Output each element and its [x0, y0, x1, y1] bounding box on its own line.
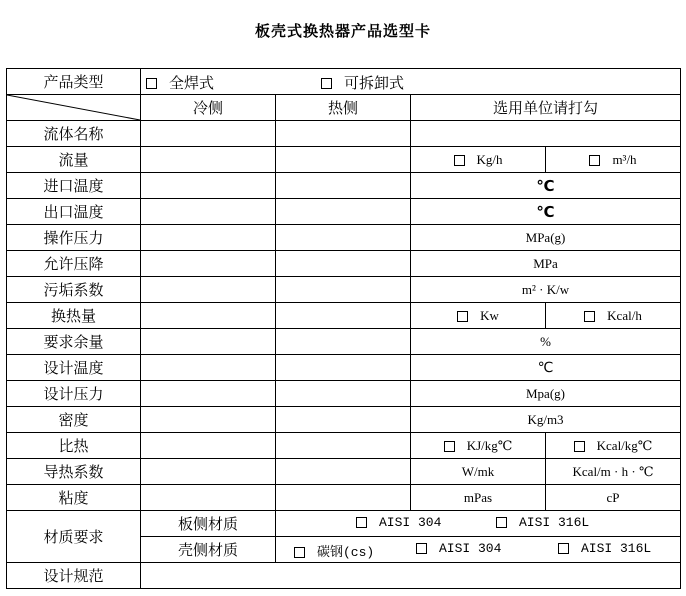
unit-cell: ℃	[411, 355, 681, 381]
hot-side-input[interactable]	[276, 199, 411, 225]
table-row	[7, 277, 681, 303]
checkbox-icon[interactable]	[574, 441, 585, 452]
material-row-plate	[7, 511, 681, 537]
table-row	[7, 303, 681, 329]
hot-side-header: 热侧	[276, 95, 411, 121]
hot-side-input[interactable]	[276, 433, 411, 459]
row-label: 流量	[7, 147, 141, 173]
unit-hint-header: 选用单位请打勾	[411, 95, 681, 121]
hot-side-input[interactable]	[276, 225, 411, 251]
cold-side-input[interactable]	[141, 459, 276, 485]
row-label: 流体名称	[7, 121, 141, 147]
shell-option-aisi316l[interactable]: AISI 316L	[558, 541, 651, 556]
row-label: 设计温度	[7, 355, 141, 381]
checkbox-icon[interactable]	[454, 155, 465, 166]
unit-option-a[interactable]: Kw	[411, 303, 546, 329]
row-label: 要求余量	[7, 329, 141, 355]
shell-side-label: 壳侧材质	[141, 537, 276, 563]
checkbox-icon[interactable]	[444, 441, 455, 452]
checkbox-icon[interactable]	[558, 543, 569, 554]
table-row	[7, 173, 681, 199]
plate-option-aisi304[interactable]: AISI 304	[356, 515, 441, 530]
hot-side-input[interactable]	[276, 355, 411, 381]
material-label: 材质要求	[7, 511, 141, 563]
plate-side-options	[276, 511, 681, 537]
unit-option-a[interactable]: KJ/kg℃	[411, 433, 546, 459]
row-label: 操作压力	[7, 225, 141, 251]
cold-side-input[interactable]	[141, 199, 276, 225]
checkbox-icon[interactable]	[589, 155, 600, 166]
hot-side-input[interactable]	[276, 251, 411, 277]
unit-option-b[interactable]: m³/h	[546, 147, 681, 173]
checkbox-icon[interactable]	[457, 311, 468, 322]
table-row	[7, 225, 681, 251]
unit-option-b: Kcal/m · h · ℃	[546, 459, 681, 485]
hot-side-input[interactable]	[276, 329, 411, 355]
unit-option-a[interactable]: Kg/h	[411, 147, 546, 173]
row-label: 导热系数	[7, 459, 141, 485]
checkbox-icon[interactable]	[496, 517, 507, 528]
table-row	[7, 381, 681, 407]
hot-side-input[interactable]	[276, 485, 411, 511]
cold-side-input[interactable]	[141, 329, 276, 355]
row-label: 出口温度	[7, 199, 141, 225]
header-row	[7, 95, 681, 121]
table-row	[7, 147, 681, 173]
unit-cell: ℃	[411, 173, 681, 199]
shell-option-carbon-steel[interactable]: 碳钢(cs)	[294, 541, 374, 560]
table-row	[7, 459, 681, 485]
cold-side-input[interactable]	[141, 485, 276, 511]
shell-side-options	[276, 537, 681, 563]
product-type-label: 产品类型	[7, 69, 141, 95]
selection-form-table	[6, 68, 681, 589]
unit-option-b[interactable]: Kcal/h	[546, 303, 681, 329]
design-code-input[interactable]	[141, 563, 681, 589]
design-code-row	[7, 563, 681, 589]
row-label: 密度	[7, 407, 141, 433]
unit-option-b: cP	[546, 485, 681, 511]
checkbox-icon[interactable]	[356, 517, 367, 528]
plate-option-aisi316l[interactable]: AISI 316L	[496, 515, 589, 530]
hot-side-input[interactable]	[276, 173, 411, 199]
cold-side-input[interactable]	[141, 121, 276, 147]
hot-side-input[interactable]	[276, 381, 411, 407]
hot-side-input[interactable]	[276, 459, 411, 485]
table-row	[7, 121, 681, 147]
unit-option-a: mPas	[411, 485, 546, 511]
unit-cell	[411, 121, 681, 147]
hot-side-input[interactable]	[276, 147, 411, 173]
table-row	[7, 329, 681, 355]
unit-cell: MPa	[411, 251, 681, 277]
table-row	[7, 407, 681, 433]
cold-side-input[interactable]	[141, 173, 276, 199]
option-fully-welded[interactable]: 全焊式	[146, 72, 214, 93]
checkbox-icon[interactable]	[416, 543, 427, 554]
shell-option-aisi304[interactable]: AISI 304	[416, 541, 501, 556]
design-code-label: 设计规范	[7, 563, 141, 589]
diagonal-line	[7, 95, 140, 120]
table-row	[7, 433, 681, 459]
cold-side-input[interactable]	[141, 277, 276, 303]
cold-side-input[interactable]	[141, 147, 276, 173]
cold-side-input[interactable]	[141, 407, 276, 433]
unit-cell: Kg/m3	[411, 407, 681, 433]
unit-option-a: W/mk	[411, 459, 546, 485]
hot-side-input[interactable]	[276, 303, 411, 329]
table-row	[7, 199, 681, 225]
hot-side-input[interactable]	[276, 277, 411, 303]
hot-side-input[interactable]	[276, 121, 411, 147]
option-detachable[interactable]: 可拆卸式	[321, 72, 404, 93]
product-type-row	[7, 69, 681, 95]
cold-side-input[interactable]	[141, 381, 276, 407]
cold-side-header: 冷侧	[141, 95, 276, 121]
unit-option-b[interactable]: Kcal/kg℃	[546, 433, 681, 459]
plate-side-label: 板侧材质	[141, 511, 276, 537]
row-label: 进口温度	[7, 173, 141, 199]
unit-cell: MPa(g)	[411, 225, 681, 251]
table-row	[7, 485, 681, 511]
cold-side-input[interactable]	[141, 433, 276, 459]
row-label: 比热	[7, 433, 141, 459]
unit-cell: Mpa(g)	[411, 381, 681, 407]
unit-cell: %	[411, 329, 681, 355]
checkbox-icon[interactable]	[321, 78, 332, 89]
row-label: 设计压力	[7, 381, 141, 407]
checkbox-icon[interactable]	[584, 311, 595, 322]
cold-side-input[interactable]	[141, 355, 276, 381]
hot-side-input[interactable]	[276, 407, 411, 433]
unit-cell: ℃	[411, 199, 681, 225]
table-row	[7, 355, 681, 381]
row-label: 粘度	[7, 485, 141, 511]
cold-side-input[interactable]	[141, 251, 276, 277]
row-label: 污垢系数	[7, 277, 141, 303]
checkbox-icon[interactable]	[294, 547, 305, 558]
diagonal-corner-cell	[7, 95, 141, 121]
row-label: 换热量	[7, 303, 141, 329]
checkbox-icon[interactable]	[146, 78, 157, 89]
cold-side-input[interactable]	[141, 303, 276, 329]
cold-side-input[interactable]	[141, 225, 276, 251]
page-title: 板壳式换热器产品选型卡	[254, 22, 431, 40]
product-type-options	[141, 69, 681, 95]
table-row	[7, 251, 681, 277]
unit-cell: m² · K/w	[411, 277, 681, 303]
row-label: 允许压降	[7, 251, 141, 277]
